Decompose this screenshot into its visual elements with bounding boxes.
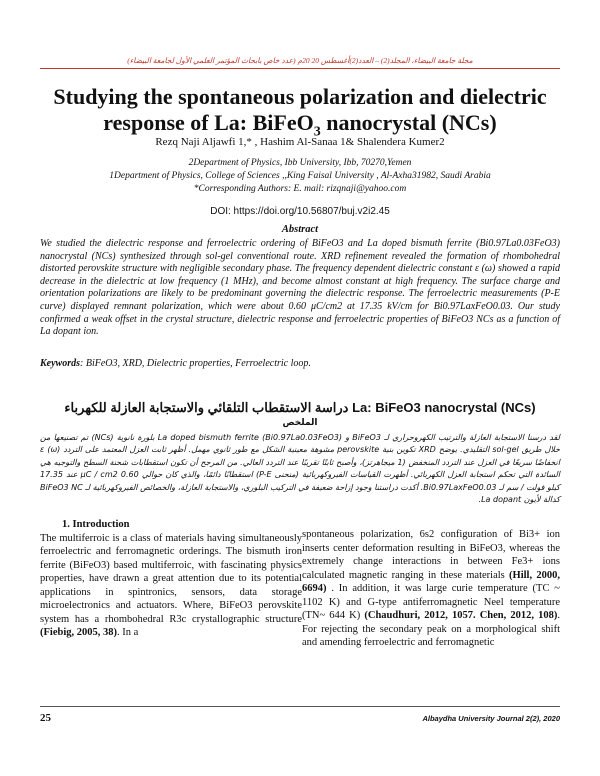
citation: (Fiebig, 2005, 38) [40,627,117,638]
keywords-list: : BiFeO3, XRD, Dielectric properties, Ferroelectric loop. [80,358,311,369]
affiliation-2: 1Department of Physics, College of Sciences ,,King Faisal University , Al-Axha31982, Saudi Arabia [109,171,491,181]
footer-divider [40,706,560,707]
doi-link[interactable]: DOI: https://doi.org/10.56807/buj.v2i2.45 [210,206,390,217]
journal-header: مجلة جامعة البيضاء، المجلد(2) – العدد(2)أغسطس 20 20م (عدد خاص بابحاث المؤتمر العلمي الأول لجامعة البيضاء) [127,56,473,65]
paragraph-part: . In addition, it was large curie temperature (TC ~ 1102 K) and G-type antiferromagnetic Neel temperature (TN~ 644 K) [302,583,560,621]
right-column [302,528,560,650]
abstract-heading: Abstract [281,224,319,235]
arabic-title: دراسة الاستقطاب التلقائي والاستجابة العازلة للكهرباء La: BiFeO3 nanocrystal (NCs) [64,400,536,415]
intro-paragraph-end: . In a [117,627,139,638]
keywords [40,358,560,369]
affiliation-1: 2Department of Physics, Ibb University, Ibb, 70270,Yemen [188,158,412,168]
corresponding-author: *Corresponding Authors: E. mail: rizqnaji@yahoo.com [193,184,407,194]
paragraph-part: spontaneous polarization, 6s2 configuration of Bi3+ ion inserts center deformation resulting in BiFeO3, whereas the extremely change interactions in between Fe3+ ions calculated magnetic ranging in these materials [302,529,560,581]
introduction-heading: 1. Introduction [62,519,130,530]
title-part-end: nanocrystal (NCs) [320,110,497,135]
citation: (Hill, 2000, 6694) [302,569,560,594]
title-part: response of La: BiFeO [103,110,314,135]
title-line-1: Studying the spontaneous polarization and dielectric [53,84,547,109]
paragraph-part: . For rejecting the secondary peak on a morphological shift and amending ferroelectric and ferromagnetic [302,610,560,648]
citation: (Chaudhuri, 2012, 1057. Chen, 2012, 108) [364,610,558,621]
authors: Rezq Naji Aljawfi 1,* , Hashim Al-Sanaa 1& Shalendera Kumer2 [155,136,445,148]
journal-footer: Albaydha University Journal 2(2), 2020 [422,714,560,723]
left-column [40,518,302,640]
intro-paragraph: The multiferroic is a class of materials having simultaneously ferroelectric and ferromagnetic orderings. The bismuth iron ferrite (BiFeO3) based multiferroic, with fascinating physics properties, have drawn a great attention due to its potential applications in spintronics, sensors, data storage microelectronics and actuators. Where, BiFeO3 perovskite system has a rhombohedral R3c crystallographic structure [40,532,302,625]
page-number: 25 [40,712,51,724]
keywords-label: Keywords [40,358,80,369]
arabic-abstract-text: لقد درسنا الاستجابة العازلة والترتيب الكهروحراري لـ BiFeO3 و La doped bismuth ferrite (Bi0.97La0.03FeO3) بلورة نانوية (NCs) تم تصنيعها من خلال طريق sol-gel التقليدي. يوضح XRD تكوين بنية perovskite مشوهة معينية الشكل مع طور ثانوي مهمل. أظهر ثابت العزل المعتمد على التردد ε (ω) انخفاضًا سريعًا في العزل عند التردد المنخفض (1 ميجاهرتز)، وأصبح ثابتًا تقريبًا عند التردد العالي. من المرجح أن تكون استقطابات شحنة السطح والتوجيه هي السائدة التي تحكم استجابة العزل الكهربائي. أظهرت القياسات الفيروكهربائية (منحنى P-E) استقطابًا دائمًا، والذي كان حوالي 0.60 µC / cm2 عند 17.35 كيلو فولت / سم لـ Bi0.97LaxFeO0.03. أكدت دراستنا وجود إزاحة ضعيفة في التركيب البلوري، والاستجابة العازلة، والخصائص الفيروكهربائية لـ BiFeO3 NC كدالة لأيون La dopant. [40,433,561,505]
abstract-text: We studied the dielectric response and ferroelectric ordering of BiFeO3 and La doped bismuth ferrite (Bi0.97La0.03FeO3) nanocrystal (NCs) synthesized through sol-gel conventional route. XRD refinement revealed the formation of rhombohedral distorted perovskite structure with negligible secondary phase. The frequency dependent dielectric constant ε (ω) showed a rapid decrease in the dielectric at low frequency (1 MHz), and become almost constant at high frequency. The surface charge and orientation polarizations are likely to be predominant governing the dielectric response. The ferroelectric measurements (P-E curve) displayed remnant polarization, which were about 0.60 μC/cm2 at 17.35 kV/cm for Bi0.97LaxFeO0.03. Our study confirmed a weak offset in the crystal structure, dielectric response and ferroelectric properties of BiFeO3 NCs as a function of La dopant ion. [40,238,560,338]
arabic-abstract-heading: الملخص [282,418,318,428]
title-subscript: 3 [313,124,321,140]
header-divider [40,68,560,69]
